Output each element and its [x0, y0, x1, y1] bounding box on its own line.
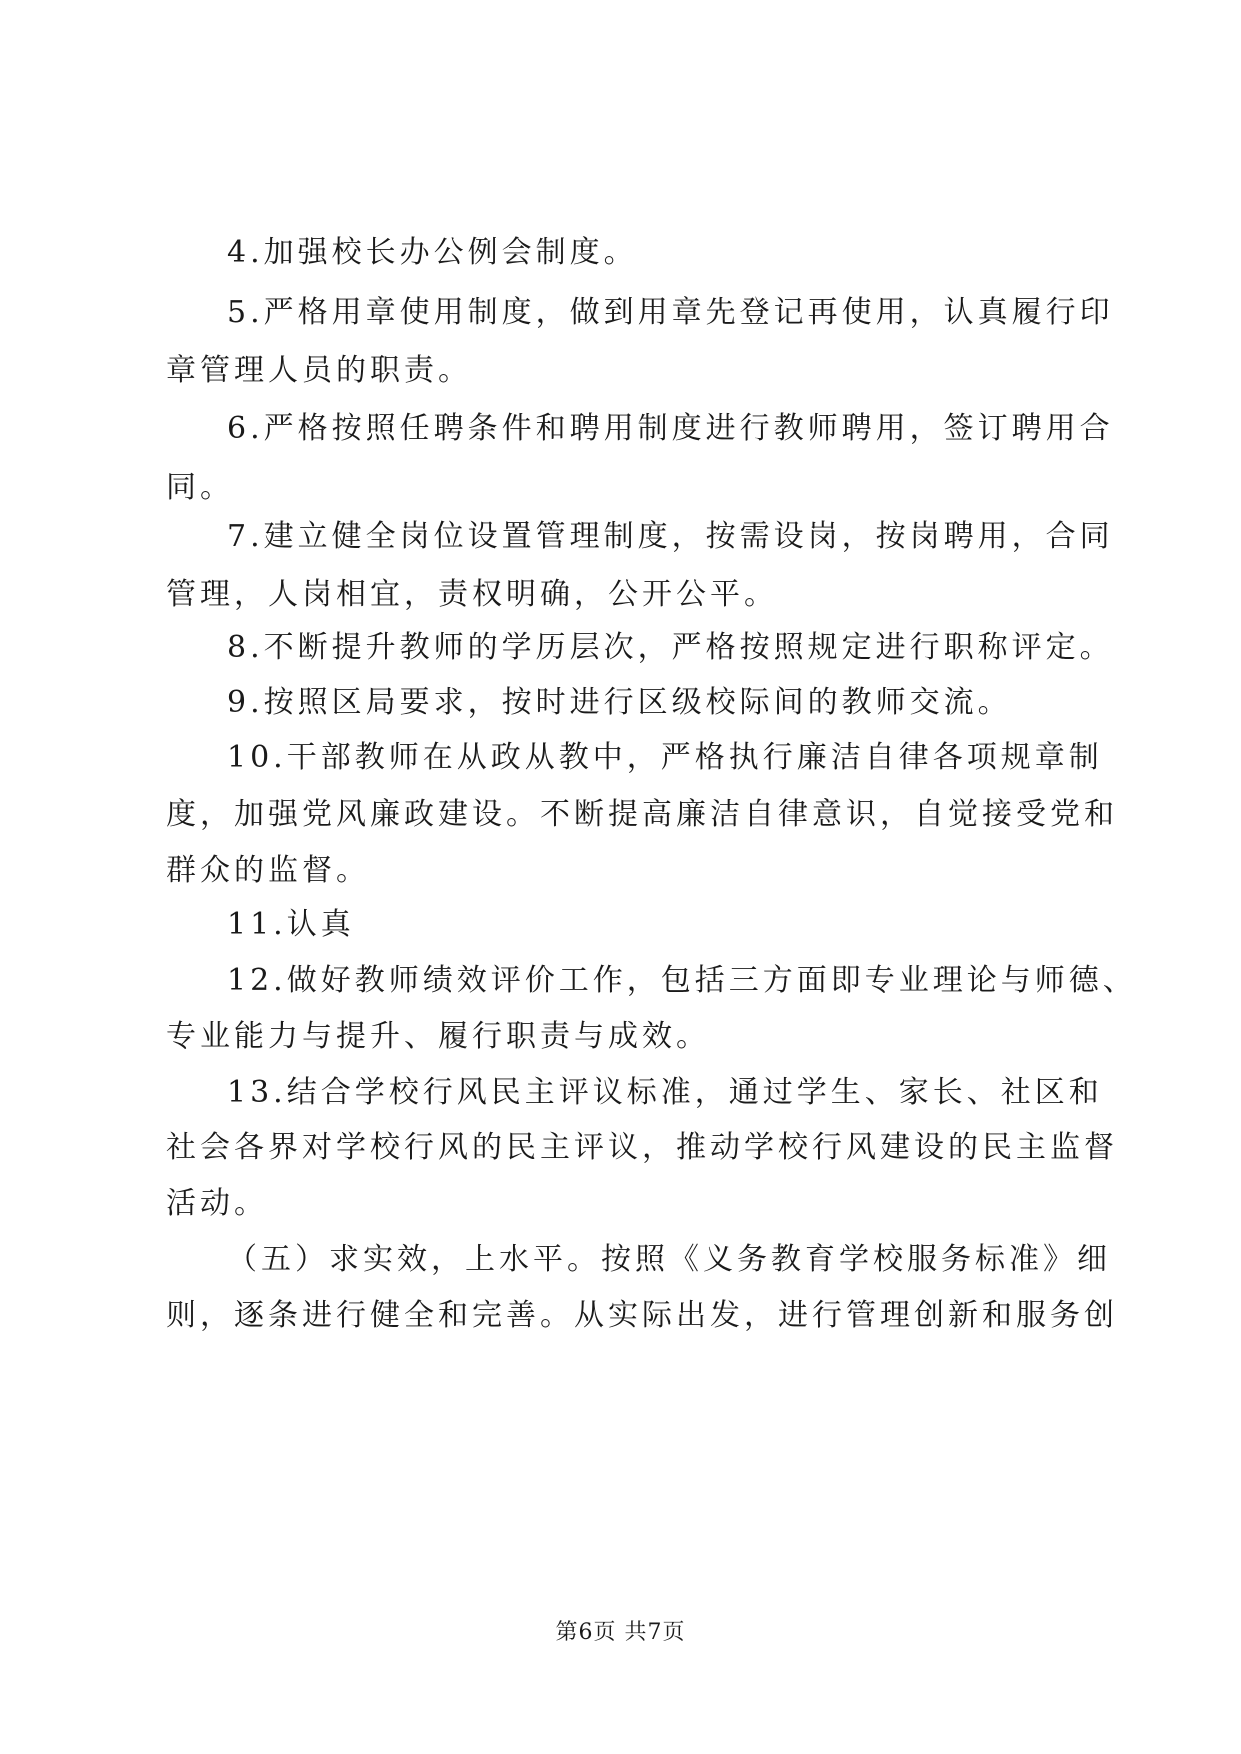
item-6-line-2: 同。: [166, 470, 234, 505]
item-13-line-3: 活动。: [166, 1186, 268, 1221]
item-13-line-1: 13.结合学校行风民主评议标准，通过学生、家长、社区和: [227, 1075, 1103, 1110]
item-5-line-2: 章管理人员的职责。: [166, 353, 472, 388]
page-number-footer: 第6页 共7页: [555, 1620, 686, 1645]
item-5-line-1: 5.严格用章使用制度，做到用章先登记再使用，认真履行印: [227, 295, 1114, 330]
item-12-line-2: 专业能力与提升、履行职责与成效。: [166, 1019, 710, 1054]
item-12-line-1: 12.做好教师绩效评价工作，包括三方面即专业理论与师德、: [227, 963, 1137, 998]
item-10-line-1: 10.干部教师在从政从教中，严格执行廉洁自律各项规章制: [227, 740, 1103, 775]
item-7-line-2: 管理，人岗相宜，责权明确，公开公平。: [166, 577, 778, 612]
item-11-line: 11.认真: [227, 907, 355, 942]
item-10-line-3: 群众的监督。: [166, 853, 370, 888]
item-6-line-1: 6.严格按照任聘条件和聘用制度进行教师聘用，签订聘用合: [227, 411, 1114, 446]
item-7-line-1: 7.建立健全岗位设置管理制度，按需设岗，按岗聘用，合同: [227, 519, 1114, 554]
item-9-line: 9.按照区局要求，按时进行区级校际间的教师交流。: [227, 685, 1012, 720]
section-5-line-2: 则，逐条进行健全和完善。从实际出发，进行管理创新和服务创: [166, 1298, 1118, 1333]
item-4-line: 4.加强校长办公例会制度。: [227, 235, 638, 270]
section-5-line-1: （五）求实效，上水平。按照《义务教育学校服务标准》细: [227, 1242, 1111, 1277]
item-10-line-2: 度，加强党风廉政建设。不断提高廉洁自律意识，自觉接受党和: [166, 797, 1118, 832]
item-8-line: 8.不断提升教师的学历层次，严格按照规定进行职称评定。: [227, 630, 1114, 665]
item-13-line-2: 社会各界对学校行风的民主评议，推动学校行风建设的民主监督: [166, 1130, 1118, 1165]
